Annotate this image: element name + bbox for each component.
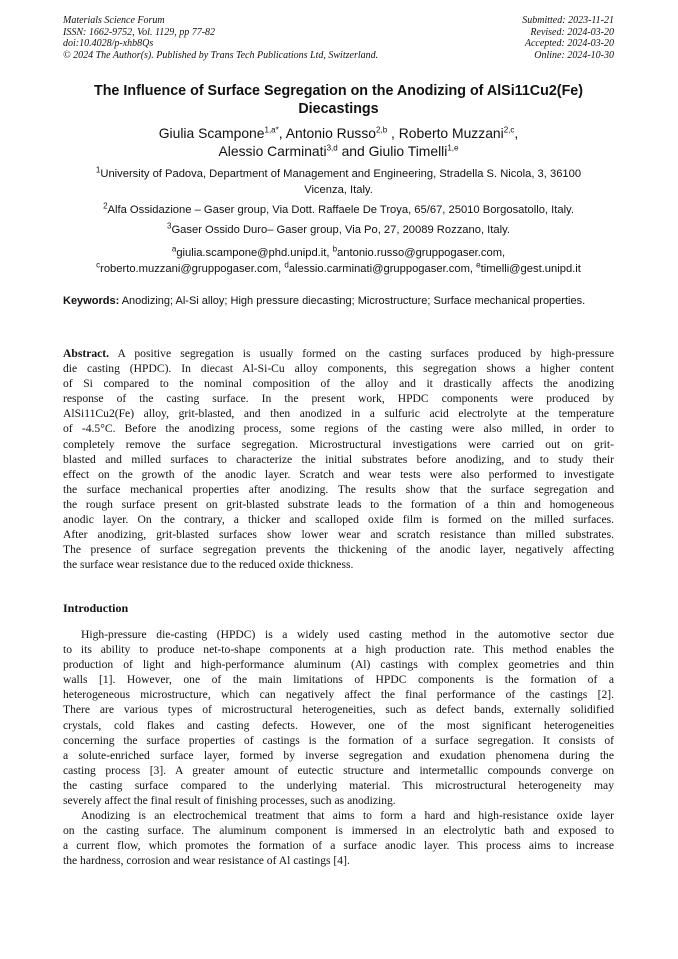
intro-line: Anodizing is an electrochemical treatment that aims to form a hard and high-resistance oxide layer: [81, 809, 614, 823]
journal-name: Materials Science Forum: [63, 15, 165, 26]
journal-doi: doi:10.4028/p-xhb8Qs: [63, 38, 154, 50]
date-submitted: Submitted: 2023-11-21: [522, 15, 614, 26]
date-online: Online: 2024-10-30: [534, 49, 614, 61]
abstract-line: the rough surface present on grit-blasted substrate leads to the formation of a thin and homogeneous: [63, 497, 614, 511]
affiliation-text: Alfa Ossidazione – Gaser group, Via Dott. Raffaele De Troya, 65/67, 25010 Borgosatollo, Italy.: [107, 204, 574, 216]
affiliation-sup: 3: [167, 221, 172, 231]
intro-line: the hardness, corrosion and wear resistance of Al castings [4].: [63, 854, 350, 868]
affiliation-3: [63, 223, 614, 239]
abstract: [63, 346, 614, 572]
author-sup: 1,e: [447, 142, 459, 152]
author-separator: and: [337, 142, 369, 159]
author-separator: ,: [278, 125, 286, 141]
intro-line: crystals, cold flakes and casting defects. However, one of the most significant heterogeneities: [63, 718, 614, 732]
abstract-line: The presence of surface segregation prevents the thickening of the anodic layer, negatively affecting: [63, 543, 614, 557]
email: roberto.muzzani@gruppogaser.com,: [100, 262, 285, 275]
author-name: Antonio Russo: [285, 125, 377, 141]
author-sup: 2,c: [503, 125, 515, 135]
author-name: Roberto Muzzani: [398, 125, 504, 141]
abstract-line: [63, 346, 614, 361]
author-name: Giulia Scampone: [158, 125, 265, 141]
intro-line: severely affect the final result of finishing processes, such as anodizing.: [63, 794, 396, 808]
date-accepted: Accepted: 2024-03-20: [524, 38, 614, 50]
abstract-line: the surface mechanical properties after anodizing. The results show that the surface segregation and: [63, 482, 614, 496]
abstract-line: effect on the growth of the anodic layer. Scratch and wear tests were also performed to investigate: [63, 467, 614, 481]
author-sup: 3,d: [326, 142, 338, 152]
affiliation-line: Vicenza, Italy.: [304, 183, 373, 196]
affiliation-text: University of Padova, Department of Management and Engineering, Stradella S. Nicola, 3, 36100: [100, 168, 582, 180]
abstract-line: the surface wear resistance due to the reduced oxide thickness.: [63, 558, 354, 572]
journal-header: [63, 15, 614, 61]
abstract-line: of -4.5°C. Before the anodizing process, some regions of the casting were also milled, in order to: [63, 422, 614, 436]
intro-line: on the casting surface. The aluminum component is immersed in an electrolytic bath and exposed to: [63, 824, 614, 838]
abstract-label: Abstract.: [63, 347, 110, 360]
paper-title: [63, 82, 614, 118]
email-sup: c: [96, 259, 101, 269]
affiliation-2: [63, 203, 614, 219]
author-sup: 2,b: [376, 125, 388, 135]
abstract-line: blasted and milled surfaces to characterize the initial substrates before anodizing, and to study their: [63, 452, 614, 466]
affiliation-sup: 1: [95, 165, 101, 175]
journal-copyright: © 2024 The Author(s). Published by Trans Tech Publications Ltd, Switzerland.: [63, 49, 379, 61]
affiliation-text: Gaser Ossido Duro– Gaser group, Via Po, 27, 20089 Rozzano, Italy.: [171, 224, 510, 236]
keywords: [63, 294, 614, 309]
author-separator: ,: [514, 125, 519, 141]
abstract-line: AlSi11Cu2(Fe) alloy, grit-blasted, and then anodized in a sulfuric acid electrolyte at the temperature: [63, 407, 614, 421]
email: alessio.carminati@gruppogaser.com,: [288, 262, 477, 275]
intro-line: heterogeneous microstructure, which can negatively affect the final performance of the castings [2].: [63, 688, 614, 702]
intro-line: concerning the surface properties of castings is the formation of a surface segregation. It consists of: [63, 733, 614, 747]
abstract-line: die casting (HPDC). In diecast Al-Si-Cu alloy components, this segregation shows a higher content: [63, 362, 614, 376]
abstract-line: completely remove the surface segregation. Microstructural investigations were carried out on grit-: [63, 437, 614, 451]
author-line: [63, 125, 614, 143]
keywords-text: Anodizing; Al-Si alloy; High pressure diecasting; Microstructure; Surface mechanical properties.: [119, 295, 586, 307]
author-sup: 1,a*: [264, 125, 279, 135]
affiliation-line: [63, 223, 614, 239]
email: timelli@gest.unipd.it: [480, 262, 581, 275]
intro-line: the casting surface compared to the underlying material. This microstructural heterogeneity may: [63, 778, 614, 792]
author-name: Giulio Timelli: [368, 142, 448, 159]
journal-dates: [522, 15, 614, 61]
title-line: Diecastings: [298, 101, 379, 117]
journal-info: [63, 15, 378, 61]
abstract-line: of Si compared to the nominal composition of the alloy and it drastically affects the anodizing: [63, 377, 614, 391]
affiliation-line: [63, 203, 614, 219]
email-sup: d: [284, 259, 289, 269]
author-line: [63, 143, 614, 161]
author-list: [63, 125, 614, 160]
affiliation-sup: 2: [103, 201, 108, 211]
section-heading-introduction: Introduction: [63, 601, 129, 615]
date-revised: Revised: 2024-03-20: [530, 26, 614, 38]
intro-line: walls [1]. However, one of the main limitations of HPDC components is the formation of a: [63, 673, 614, 687]
intro-line: a current flow, which promotes the formation of a surface anodic layer. This process aims to increase: [63, 839, 614, 853]
abstract-line: After anodizing, grit-blasted surfaces show lower wear and scratch resistance than milled substrates.: [63, 528, 614, 542]
email-sup: a: [171, 244, 177, 254]
affiliation-line: [63, 167, 614, 183]
abstract-line: anodic layer. On the contrary, a thicker and scalloped oxide film is formed on the milled surfaces.: [63, 513, 614, 527]
email: antonio.russo@gruppogaser.com,: [337, 247, 506, 259]
abstract-line: response of the casting surface. In the present work, HPDC components were produced by: [63, 392, 614, 406]
author-separator: ,: [387, 125, 399, 141]
intro-line: High-pressure die-casting (HPDC) is a widely used casting method in the automotive sector due: [81, 628, 614, 641]
keywords-label: Keywords:: [63, 295, 120, 307]
email-line: [63, 246, 614, 262]
intro-line: to its ability to produce net-to-shape components at a high production rate. This method enables the: [63, 643, 614, 657]
abstract-text: A positive segregation is usually formed on the casting surfaces produced by high-pressure: [109, 347, 614, 360]
introduction-body: [63, 627, 614, 869]
intro-line: casting process [3]. A greater amount of eutectic structure and intermetallic compounds converge on: [63, 763, 614, 777]
email: giulia.scampone@phd.unipd.it,: [176, 247, 333, 259]
author-name: Alessio Carminati: [218, 142, 327, 159]
journal-issn: ISSN: 1662-9752, Vol. 1129, pp 77-82: [63, 26, 216, 38]
intro-line: production of light and high-performance aluminum (Al) castings with complex geometries and thin: [63, 658, 614, 672]
email-sup: b: [332, 244, 338, 254]
affiliation-1: [63, 167, 614, 198]
intro-line: There are various types of microstructural heterogeneities, such as defect bands, externally solidified: [63, 703, 614, 717]
title-line: The Influence of Surface Segregation on the Anodizing of AlSi11Cu2(Fe): [93, 83, 584, 99]
author-emails: [63, 246, 614, 277]
email-line: [63, 259, 614, 278]
email-sup: e: [476, 259, 481, 269]
intro-line: a solute-enriched surface layer, formed by inverse segregation and exudation phenomena during the: [63, 748, 614, 762]
